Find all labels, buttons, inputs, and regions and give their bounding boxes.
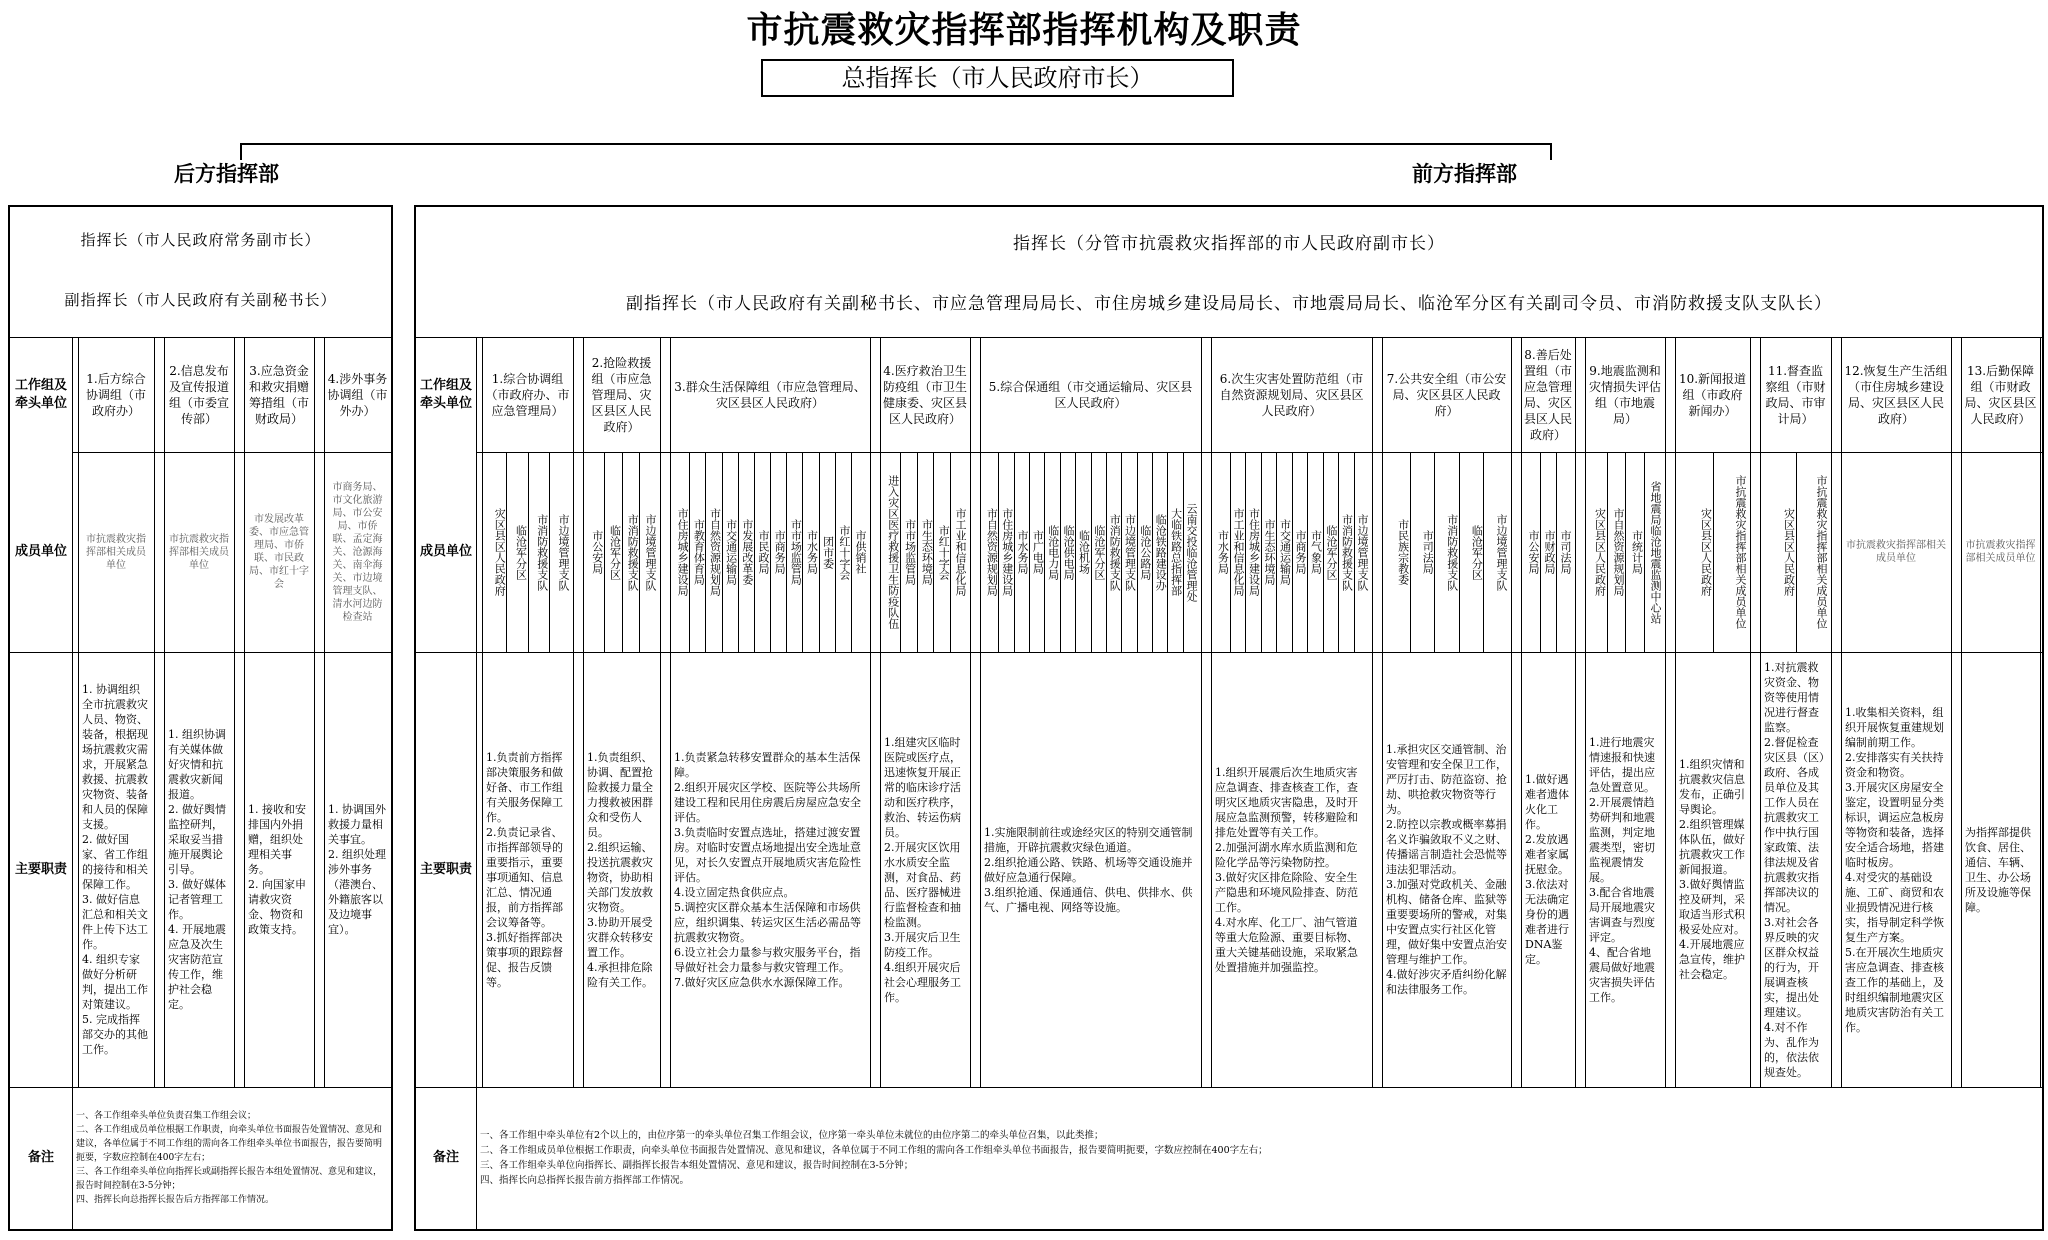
front-group-name: 7.公共安全组（市公安局、灾区县区人民政府） (1386, 371, 1507, 418)
front-member-unit: 市水务局 (1216, 530, 1230, 574)
divider (1014, 452, 1015, 652)
front-command-label: 前方指挥部 (1412, 161, 1517, 186)
divider (670, 337, 671, 1087)
front-member-unit: 临沧军分区 (608, 524, 622, 580)
divider (78, 337, 79, 1087)
rear-group-duties: 1. 接收和安排国内外捐赠，组织处理相关事务。 2. 向国家申请救灾资金、物资和政策支持。 (248, 803, 306, 936)
front-member-unit: 临沧军分区 (514, 524, 528, 580)
front-deputy-commander: 副指挥长（市人民政府有关副秘书长、市应急管理局局长、市住房城乡建设局局长、市地震局局长、临沧军分区有关副司令员、市消防救援支队支队长） (626, 294, 1832, 314)
front-member-unit: 市公安局 (1527, 530, 1540, 574)
divider (1245, 452, 1246, 652)
front-member-unit: 市边境管理支队 (644, 513, 657, 591)
front-group-name: 10.新闻报道组（市政府新闻办） (1678, 371, 1747, 418)
divider (1585, 337, 1586, 1087)
front-member-unit: 市抗震救灾指挥部相关成员单位 (1815, 475, 1828, 629)
divider (970, 337, 971, 1087)
connector-right (1550, 143, 1552, 160)
front-member-unit: 临沧军分区 (1470, 524, 1484, 580)
front-group-duties: 1.组织开展震后次生地质灾害应急调查、排查核查工作，查明灾区地质灾害隐患，及时开展应急监测预警，转移避险和排危处置等有关工作。 2.加强河湖水库水质监测和危险化学品等污染物防控。 3.做好灾区排危除险、安全生产隐患和环境风险排查、防范工作。 4.对水库、化工厂、油气管道等重大危险源、重要目标物、重大关键基础设施，采取紧急处置措施并加强监控。 (1215, 765, 1358, 974)
divider (917, 452, 918, 652)
divider (1106, 452, 1107, 652)
rear-commander: 指挥长（市人民政府常务副市长） (80, 231, 321, 249)
front-group-name: 4.医疗救治卫生防疫组（市卫生健康委、灾区县区人民政府） (883, 363, 967, 426)
front-member-unit: 市住房城乡建设局 (1247, 508, 1261, 596)
front-member-unit: 市红十字会 (937, 524, 951, 580)
divider (1575, 337, 1576, 1087)
front-member-unit: 市水务局 (805, 530, 819, 574)
rear-group-name: 4.涉外事务协调组（市外办） (327, 371, 388, 418)
front-member-unit: 市商务局 (773, 530, 787, 574)
divider (1167, 452, 1168, 652)
divider (1410, 452, 1411, 652)
front-group-duties: 1.组织灾情和抗震救灾信息发布，正确引导舆论。 2.组织管理媒体队伍，做好抗震救灾工作新闻报道。 3.做好舆情监控及研判，采取适当形式积极妥处应对。 4.开展地震应急宣传，维护社会稳定。 (1679, 758, 1745, 981)
divider (2040, 337, 2041, 1087)
front-member-unit: 灾区县区人民政府 (493, 508, 507, 596)
divider (1665, 337, 1666, 1087)
front-member-unit: 市消防救援支队 (1445, 513, 1459, 591)
front-group-name: 12.恢复生产生活组（市住房城乡建设局、灾区县区人民政府） (1844, 363, 1948, 426)
divider (870, 337, 871, 1087)
front-group-duties: 1.负责前方指挥部决策服务和做好备、市工作组有关服务保障工作。 2.负责记录省、市指挥部领导的重要指示，重要事项通知、信息汇总、情况通报，前方指挥部会议筹备等。 3.抓好指挥部决策事项的跟踪督促、报告反馈等。 (486, 750, 563, 989)
divider (1354, 452, 1355, 652)
divider (754, 452, 755, 652)
front-group-duties: 1.进行地震灾情速报和快速评估，提出应急处置意见。 2.开展震情趋势研判和地震监测，判定地震类型，密切监视震情发展。 3.配合省地震局开展地震灾害调查与烈度评定。 4、配合省地震局做好地震灾害损失评估工作。 (1589, 735, 1655, 1004)
front-group-duties: 1.承担灾区交通管制、治安管理和安全保卫工作，严厉打击、防范盗窃、抢劫、哄抢救灾物资等行为。 2.防控以宗教或概率募捐名义诈骗敛取不义之财、传播谣言制造社会恐慌等违法犯罪活动。 3.加强对党政机关、金融机构、储备仓库、监狱等重要要场所的警戒，对集中安置点实行社区化管理，做好集中安置点治安管理与维护工作。 4.做好涉灾矛盾纠纷化解和法律服务工作。 (1386, 743, 1507, 996)
rear-group-name: 1.后方综合协调组（市政府办） (85, 371, 146, 418)
divider (1292, 452, 1293, 652)
divider (1540, 452, 1541, 652)
divider (1075, 452, 1076, 652)
front-notes: 一、各工作组中牵头单位有2个以上的，由位序第一的牵头单位召集工作组会议，位序第一牵头单位未就位的由位序第二的牵头单位召集，以此类推； 二、各工作组成员单位根据工作职责，向牵头单位书面报告处置情况、意见和建议，各单位属于不同工作组的需向各工作组牵头单位书面报告，报告要简明扼要，字数应控制在400字左右； 三、各工作组牵头单位向指挥长、副指挥长报告本组处置情况、意见和建议，报告时间控制在3-5分钟； 四、指挥长向总指挥长报告前方指挥部工作情况。 (480, 1130, 1268, 1186)
page-title: 市抗震救灾指挥部指挥机构及职责 (746, 9, 1302, 51)
front-member-unit: 市民政局 (756, 530, 770, 574)
front-group-name: 5.综合保通组（市交通运输局、灾区县区人民政府） (988, 379, 1193, 410)
front-member-unit: 市消防救援支队 (626, 513, 640, 591)
front-member-unit: 团市委 (821, 535, 835, 569)
front-member-unit: 市广电局 (1031, 530, 1045, 574)
divider (1044, 452, 1045, 652)
front-member-unit: 市生态环境局 (920, 519, 934, 585)
front-member-unit: 临沧公路局 (1138, 524, 1152, 580)
front-member-unit: 市民族宗教委 (1396, 519, 1410, 585)
divider (1382, 337, 1383, 1087)
front-member-unit: 临沧机场 (1077, 530, 1091, 574)
front-member-unit: 市自然资源规划局 (1612, 508, 1625, 596)
divider (1556, 452, 1557, 652)
front-member-unit: 大临铁路总指挥部 (1169, 508, 1183, 596)
divider (1434, 452, 1435, 652)
rear-row-label-members: 成员单位 (14, 544, 67, 559)
rear-group-duties: 1. 协调国外救援力量相关事宜。 2. 组织处理涉外事务（港澳台、外籍旅客以及边境事宜）。 (328, 803, 386, 936)
rear-command-panel (8, 205, 393, 1231)
front-member-unit: 灾区县区人民政府 (1593, 508, 1607, 596)
divider (819, 452, 820, 652)
front-member-unit: 省地震局临沧地震监测中心站 (1649, 480, 1662, 624)
front-group-name: 3.群众生活保障组（市应急管理局、灾区县区人民政府） (674, 379, 866, 410)
divider (1276, 452, 1277, 652)
front-member-unit: 市消防救援支队 (535, 513, 549, 591)
divider (154, 337, 155, 1087)
front-member-unit: 市气象局 (1309, 530, 1323, 574)
front-group-duties: 1.做好遇难者遗体火化工作。 2.发放遇难者家属抚慰金。 3.依法对无法确定身份的遇难者进行DNA鉴定。 (1525, 773, 1569, 966)
divider (72, 452, 391, 453)
divider (1261, 452, 1262, 652)
front-member-unit: 临沧铁路建设办 (1154, 513, 1168, 591)
front-member-unit: 市市场监管局 (789, 519, 803, 585)
divider (802, 452, 803, 652)
divider (1713, 452, 1714, 652)
front-member-unit: 市教育体育局 (692, 519, 706, 585)
front-group-name: 11.督查监察组（市财政局、市审计局） (1765, 363, 1826, 426)
divider (835, 452, 836, 652)
rear-notes: 一、各工作组牵头单位负责召集工作组会议； 二、各工作组成员单位根据工作职责，向牵头单位书面报告处置情况、意见和建议，各单位属于不同工作组的需向各工作组牵头单位书面报告，报告要简明扼要，字数应控制在400字左右； 三、各工作组牵头单位向指挥长或副指挥长报告本组处置情况、意见和建议，报告时间控制在3-5分钟； 四、指挥长向总指挥长报告后方指挥部工作情况。 (76, 1111, 383, 1205)
divider (1137, 452, 1138, 652)
front-row-label-notes: 备注 (432, 1150, 459, 1165)
divider (1211, 337, 1212, 1087)
divider (1750, 337, 1751, 1087)
front-row-label-group: 工作组及牵头单位 (419, 377, 472, 411)
divider (1338, 452, 1339, 652)
front-member-unit: 市交通运输局 (1278, 519, 1292, 585)
divider (1201, 337, 1202, 1087)
rear-member-units: 市抗震救灾指挥部相关成员单位 (86, 533, 146, 571)
rear-group-duties: 1. 协调组织全市抗震救灾人员、物资、装备，根据现场抗震救灾需求，开展紧急救援、抗震救灾物资、装备和人员的保障支援。 2. 做好国家、省工作组的接待和相关保障工作。 3. 做好信息汇总和相关文件上传下达工作。 4. 组织专家做好分析研判，提出工作对策建议。 5. 完成指挥部交办的其他工作。 (82, 683, 148, 1056)
front-member-unit: 进入灾区医疗救援卫生防疫队伍 (886, 475, 900, 629)
front-member-unit: 市边境管理支队 (1494, 513, 1508, 591)
divider (476, 452, 2042, 453)
front-member-unit: 市商务局 (1294, 530, 1307, 574)
front-member-unit: 临沧电力局 (1046, 524, 1060, 580)
divider (689, 452, 690, 652)
rear-group-name: 2.信息发布及宣传报道组（市委宣传部） (168, 363, 229, 426)
front-member-unit: 临沧军分区 (1325, 524, 1338, 580)
divider (506, 452, 507, 652)
rear-row-label-duties: 主要职责 (14, 861, 67, 877)
divider (314, 337, 315, 1087)
rear-group-name: 3.应急资金和救灾捐赠筹措组（市财政局） (248, 363, 309, 426)
divider (622, 452, 623, 652)
divider (722, 452, 723, 652)
divider (482, 337, 483, 1087)
rear-member-units: 市发展改革委、市应急管理局、市侨联、市民政局、市红十字会 (249, 514, 309, 590)
divider (1796, 452, 1797, 652)
divider (244, 337, 245, 1087)
divider (660, 337, 661, 1087)
front-group-duties: 1.实施限制前往或途经灾区的特别交通管制措施，开辟抗震救灾绿色通道。 2.组织抢通公路、铁路、机场等交通设施并做好应急通行保障。 3.组织抢通、保通通信、供电、供排水、供气、广播电视、网络等设施。 (984, 825, 1193, 914)
front-member-unit: 市自然资源规划局 (985, 508, 999, 596)
divider (1183, 452, 1184, 652)
front-group-duties: 1.收集相关资料，组织开展恢复重建规划编制前期工作。 2.安排落实有关扶持资金和物资。 3.开展灾区房屋安全鉴定，设置明显分类标识，调运应急板房等物资和装备，选择安全适合场地，搭建临时板房。 4.对受灾的基础设施、工矿、商贸和农业损毁情况进行核实，指导制定科学恢复生产方案。 5.在开展次生地质灾害应急调查、排查核查工作的基础上，及时组织编制地震灾区地质灾害防治有关工作。 (1845, 705, 1944, 1034)
divider (1644, 452, 1645, 652)
divider (1230, 452, 1231, 652)
front-member-unit: 市工业和信息化局 (1232, 508, 1245, 596)
divider (1091, 452, 1092, 652)
divider (476, 337, 477, 1229)
divider (549, 452, 550, 652)
front-group-name: 13.后勤保障组（市财政局、灾区县区人民政府） (1964, 363, 2037, 426)
front-group-duties: 1.负责组织、协调、配置抢险救援力量全力搜救被困群众和受伤人员。 2.组织运输、投送抗震救灾物资，协助相关部门发放救灾物资。 3.协助开展受灾群众转移安置工作。 4.承担排危除险有关工作。 (587, 750, 653, 989)
divider (1625, 452, 1626, 652)
front-member-unit: 市住房城乡建设局 (1000, 508, 1014, 596)
front-member-unit: 市公安局 (590, 530, 604, 574)
divider (1307, 452, 1308, 652)
divider (1841, 337, 1842, 1087)
divider (705, 452, 706, 652)
front-member-unit: 市住房城乡建设局 (676, 508, 690, 596)
front-member-unit: 市统计局 (1630, 530, 1644, 574)
front-group-duties: 1.负责紧急转移安置群众的基本生活保障。 2.组织开展灾区学校、医院等公共场所建设工程和民用住房震后房屋应急安全评估。 3.负责临时安置点选址，搭建过渡安置房。对临时安置点场地提出安全选址意见，对长久安置点开展地质灾害危险性评估。 4.设立固定热食供应点。 5.调控灾区群众基本生活保障和市场供应，组织调集、转运灾区生活必需品等抗震救灾物资。 6.设立社会力量参与救灾服务平台，指导做好社会力量参与救灾管理工作。 7.做好灾区应急供水水源保障工作。 (674, 750, 861, 989)
divider (1121, 452, 1122, 652)
divider (1607, 452, 1608, 652)
divider (900, 452, 901, 652)
rear-member-units: 市商务局、市文化旅游局、市公安局、市侨联、孟定海关、沧源海关、南伞海关、市边境管理支队、清水河边防检查站 (332, 481, 383, 623)
divider (324, 337, 325, 1087)
front-group-name: 1.综合协调组（市政府办、市应急管理局） (485, 371, 570, 418)
divider (980, 337, 981, 1087)
front-member-unit: 市边境管理支队 (1123, 513, 1137, 591)
rear-row-label-notes: 备注 (27, 1150, 54, 1165)
front-member-unit: 市红十字会 (837, 524, 851, 580)
front-member-unit: 灾区县区人民政府 (1782, 508, 1796, 596)
front-commander: 指挥长（分管市抗震救灾指挥部的市人民政府副市长） (1013, 234, 1445, 254)
divider (639, 452, 640, 652)
divider (950, 452, 951, 652)
front-member-unit: 市工业和信息化局 (953, 508, 967, 596)
divider (1459, 452, 1460, 652)
front-member-unit: 市生态环境局 (1263, 519, 1276, 585)
divider (72, 337, 73, 1229)
front-member-unit: 市财政局 (1543, 530, 1556, 574)
divider (786, 452, 787, 652)
front-member-unit: 市抗震救灾指挥部相关成员单位 (1734, 475, 1747, 629)
front-member-unit: 市交通运输局 (724, 519, 738, 585)
front-group-name: 2.抢险救援组（市应急管理局、灾区县区人民政府） (591, 355, 652, 434)
divider (770, 452, 771, 652)
divider (738, 452, 739, 652)
divider (1831, 337, 1832, 1087)
divider (234, 337, 235, 1087)
front-member-unit: 市消防救援支队 (1108, 513, 1122, 591)
front-member-unit: 临沧供电局 (1062, 524, 1076, 580)
divider (933, 452, 934, 652)
front-member-unit: 市司法局 (1421, 530, 1435, 574)
front-row-label-members: 成员单位 (419, 544, 472, 559)
front-group-name: 8.善后处置组（市应急管理局、灾区县区人民政府） (1524, 347, 1572, 442)
divider (1060, 452, 1061, 652)
rear-deputy-commander: 副指挥长（市人民政府有关副秘书长） (64, 291, 337, 309)
divider (391, 337, 392, 1087)
rear-member-units: 市抗震救灾指挥部相关成员单位 (169, 533, 229, 571)
front-group-duties: 为指挥部提供饮食、居住、通信、车辆、卫生、办公场所及设施等保障。 (1965, 825, 2031, 914)
divider (998, 452, 999, 652)
rear-row-label-group: 工作组及牵头单位 (14, 377, 67, 411)
divider (1029, 452, 1030, 652)
divider (1760, 337, 1761, 1087)
front-row-label-duties: 主要职责 (419, 861, 472, 877)
divider (851, 452, 852, 652)
front-member-unit: 市水务局 (1016, 530, 1030, 574)
front-member-units: 市抗震救灾指挥部相关成员单位 (1965, 540, 2036, 564)
divider (1961, 337, 1962, 1087)
divider (528, 452, 529, 652)
divider (1323, 452, 1324, 652)
chief-commander-box: 总指挥长（市人民政府市长） (761, 59, 1234, 97)
front-member-unit: 市边境管理支队 (1356, 513, 1369, 591)
front-member-unit: 灾区县区人民政府 (1699, 508, 1713, 596)
divider (1152, 452, 1153, 652)
front-member-unit: 临沧军分区 (1092, 524, 1106, 580)
front-member-unit: 市供销社 (853, 530, 867, 574)
front-member-unit: 市司法局 (1559, 530, 1572, 574)
divider (1521, 337, 1522, 1087)
divider (1951, 337, 1952, 1087)
divider (573, 337, 574, 1087)
divider (416, 1087, 2042, 1088)
front-member-units: 市抗震救灾指挥部相关成员单位 (1846, 540, 1946, 564)
front-group-duties: 1.组建灾区临时医院或医疗点，迅速恢复开展正常的临床诊疗活动和医疗秩序，救治、转运伤病员。 2.开展灾区饮用水水质安全监测，对食品、药品、医疗器械进行监督检查和抽检监测。 3.开展灾后卫生防疫工作。 4.组织开展灾后社会心理服务工作。 (884, 735, 961, 1004)
front-group-name: 6.次生灾害处置防范组（市自然资源规划局、灾区县区人民政府） (1219, 371, 1364, 418)
connector-line (240, 143, 1552, 145)
front-member-unit: 市发展改革委 (740, 519, 754, 585)
divider (1372, 337, 1373, 1087)
rear-group-duties: 1. 组织协调有关媒体做好灾情和抗震救灾新闻报道。 2. 做好舆情监控研判，采取妥当措施开展舆论引导。 3. 做好媒体记者管理工作。 4. 开展地震应急及次生灾害防范宣传工作，维护社会稳定。 (168, 728, 226, 1011)
front-member-unit: 云南交投临沧管理处 (1184, 502, 1198, 602)
divider (1483, 452, 1484, 652)
divider (880, 337, 881, 1087)
divider (164, 337, 165, 1087)
front-command-panel (414, 205, 2044, 1231)
divider (604, 452, 605, 652)
front-member-unit: 市自然资源规划局 (708, 508, 722, 596)
front-member-unit: 市市场监管局 (903, 519, 917, 585)
divider (1511, 337, 1512, 1087)
rear-command-label: 后方指挥部 (174, 161, 279, 186)
front-group-duties: 1.对抗震救灾资金、物资等使用情况进行督查监察。 2.督促检查灾区县（区）政府、各成员单位及其工作人员在抗震救灾工作中执行国家政策、法律法规及省抗震救灾指挥部决议的情况。 3.对社会各界反映的灾区群众权益的行为，开展调查核实，提出处理建议。 4.对不作为、乱作为的，依法依规查处。 (1764, 660, 1825, 1079)
front-member-unit: 市边境管理支队 (557, 513, 570, 591)
front-group-name: 9.地震监测和灾情损失评估组（市地震局） (1588, 363, 1661, 426)
divider (583, 337, 584, 1087)
divider (1675, 337, 1676, 1087)
front-member-unit: 市消防救援支队 (1340, 513, 1354, 591)
